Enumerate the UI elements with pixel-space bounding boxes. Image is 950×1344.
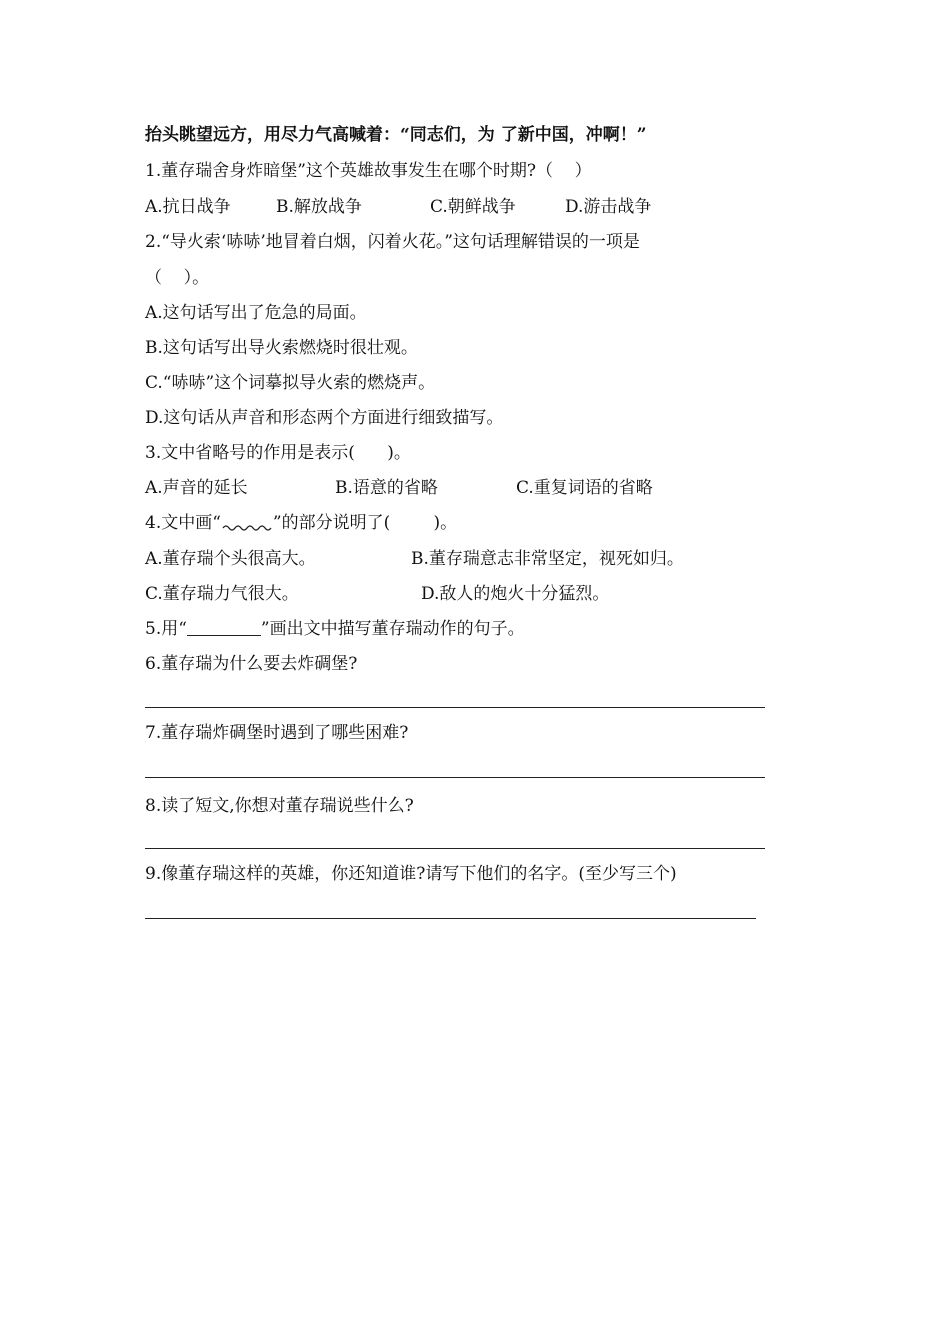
q5-text-after: ”画出文中描写董存瑞动作的句子。 [260,619,525,639]
wavy-underline-mark [221,518,273,532]
q4-option-d: D.敌人的炮火十分猛烈。 [421,584,610,604]
q1-option-c: C.朝鲜战争 [430,197,516,217]
question-9: 9.像董存瑞这样的英雄，你还知道谁?请写下他们的名字。(至少写三个) [145,864,677,884]
q3-option-b: B.语意的省略 [335,478,438,498]
q6-answer-line[interactable] [145,707,765,708]
q2-option-a: A.这句话写出了危急的局面。 [145,303,367,323]
q9-answer-line[interactable] [145,918,756,919]
q2-option-d: D.这句话从声音和形态两个方面进行细致描写。 [145,408,504,428]
question-7: 7.董存瑞炸碉堡时遇到了哪些困难? [145,723,409,743]
question-8: 8.读了短文,你想对董存瑞说些什么? [145,796,414,816]
question-1: 1.董存瑞舍身炸暗堡”这个英雄故事发生在哪个时期?（ ） [145,161,592,181]
q2-option-c: C.“哧哧”这个词摹拟导火索的燃烧声。 [145,373,436,393]
straight-underline-mark [187,619,261,636]
question-2-line1: 2.“导火索‘哧哧’地冒着白烟，闪着火花。”这句话理解错误的一项是 [145,232,640,252]
q3-option-c: C.重复词语的省略 [516,478,653,498]
q1-option-d: D.游击战争 [565,197,652,217]
intro-text: 抬头眺望远方，用尽力气高喊着：“同志们，为 了新中国，冲啊！” [145,125,647,145]
q1-option-a: A.抗日战争 [145,197,231,217]
q4-text-after: ”的部分说明了( )。 [272,513,458,533]
q4-option-c: C.董存瑞力气很大。 [145,584,299,604]
question-5 [145,618,525,640]
q4-text-before: 4.文中画“ [145,513,221,533]
q1-option-b: B.解放战争 [276,197,362,217]
q3-option-a: A.声音的延长 [145,478,248,498]
q8-answer-line[interactable] [145,848,765,849]
question-6: 6.董存瑞为什么要去炸碉堡? [145,654,358,674]
q4-option-a: A.董存瑞个头很高大。 [145,549,316,569]
q7-answer-line[interactable] [145,777,765,778]
q2-option-b: B.这句话写出导火索燃烧时很壮观。 [145,338,418,358]
question-2-line2: （ ）。 [145,268,210,288]
q4-option-b: B.董存瑞意志非常坚定，视死如归。 [411,549,684,569]
q5-text-before: 5.用“ [145,619,187,639]
question-3: 3.文中省略号的作用是表示( )。 [145,443,411,463]
question-4 [145,512,457,534]
